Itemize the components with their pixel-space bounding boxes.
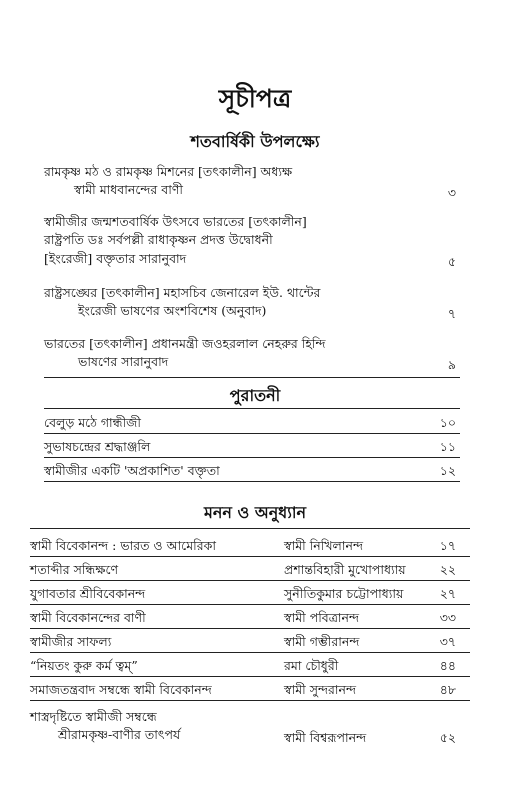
entry-3-page: ৭ (447, 306, 456, 321)
entry-9-author: প্রশান্তবিহারী মুখোপাধ্যায় (284, 562, 406, 577)
entry-5-title: বেলুড় মঠে গান্ধীজী (44, 415, 141, 430)
entry-12-page: ৩৭ (439, 634, 456, 649)
entry-14-author: স্বামী সুন্দরানন্দ (284, 682, 357, 697)
entry-12-title: স্বামীজীর সাফল্য (30, 634, 112, 649)
entry-3-line-1: রাষ্ট্রসঙ্ঘের [তৎকালীন] মহাসচিব জেনারেল ইউ. থান্টের (44, 285, 321, 300)
entry-11-title: স্বামী বিবেকানন্দের বাণী (30, 610, 146, 625)
entry-7-title: স্বামীজীর একটি 'অপ্রকাশিত' বক্তৃতা (44, 463, 220, 478)
entry-15-page: ৫২ (439, 730, 456, 745)
entry-6-page: ১১ (439, 439, 456, 454)
entry-2-line-3: [ইংরেজী] বক্তৃতার সারানুবাদ (44, 251, 187, 266)
divider (30, 700, 470, 701)
entry-13-title: “নিয়তং কুরু কর্ম ত্বম্” (30, 658, 138, 673)
entry-8-page: ১৭ (439, 538, 456, 553)
entry-2-line-2: রাষ্ট্রপতি ডঃ সর্বপল্লী রাধাকৃষ্ণন প্রদত্ত উদ্বোধনী (44, 232, 273, 247)
entry-11-page: ৩৩ (439, 610, 456, 625)
divider (44, 433, 460, 434)
entry-8-title: স্বামী বিবেকানন্দ : ভারত ও আমেরিকা (30, 538, 216, 553)
entry-9-title: শতাব্দীর সন্ধিক্ষণে (30, 562, 119, 577)
entry-8-author: স্বামী নিখিলানন্দ (284, 538, 363, 553)
entry-14-title: সমাজতন্ত্রবাদ সম্বন্ধে স্বামী বিবেকানন্দ (30, 682, 212, 697)
entry-13-author: রমা চৌধুরী (284, 658, 339, 673)
entry-1-line-2: স্বামী মাধবানন্দের বাণী (74, 182, 183, 197)
entry-5-page: ১০ (439, 415, 456, 430)
divider (30, 556, 470, 557)
entry-10-title: যুগাবতার শ্রীবিবেকানন্দ (30, 586, 146, 601)
divider (30, 580, 470, 581)
divider (30, 604, 470, 605)
divider (44, 377, 460, 378)
entry-11-author: স্বামী পবিত্রানন্দ (284, 610, 360, 625)
entry-7-page: ১২ (439, 463, 456, 478)
divider (30, 628, 470, 629)
entry-12-author: স্বামী গম্ভীরানন্দ (284, 634, 360, 649)
entry-6-title: সুভাষচন্দ্রের শ্রদ্ধাঞ্জলি (44, 439, 151, 454)
divider (30, 652, 470, 653)
entry-15-line-2: শ্রীরামকৃষ্ণ-বাণীর তাৎপর্য (58, 727, 181, 742)
entry-2-line-1: স্বামীজীর জন্মশতবার্ষিক উৎসবে ভারতের [তৎকালীন] (44, 214, 307, 229)
entry-14-page: ৪৮ (439, 682, 456, 697)
entry-13-page: ৪৪ (439, 658, 456, 673)
section-heading-centenary: শতবার্ষিকী উপলক্ষ্যে (190, 132, 320, 151)
divider (30, 676, 470, 677)
page-title: সূচীপত্র (218, 84, 292, 113)
entry-3-line-2: ইংরেজী ভাষণের অংশবিশেষ (অনুবাদ) (78, 303, 267, 318)
divider (30, 528, 470, 529)
entry-15-author: স্বামী বিশ্বরূপানন্দ (284, 730, 367, 745)
entry-1-page: ৩ (447, 185, 456, 200)
entry-4-line-2: ভাষণের সারানুবাদ (78, 354, 169, 369)
divider (44, 481, 460, 482)
entry-10-author: সুনীতিকুমার চট্টোপাধ্যায় (284, 586, 404, 601)
entry-4-line-1: ভারতের [তৎকালীন] প্রধানমন্ত্রী জওহরলাল নেহরুর হিন্দি (44, 336, 326, 351)
entry-15-line-1: শাস্ত্রদৃষ্টিতে স্বামীজী সম্বন্ধে (30, 709, 157, 724)
entry-1-line-1: রামকৃষ্ণ মঠ ও রামকৃষ্ণ মিশনের [তৎকালীন] অধ্যক্ষ (44, 164, 293, 179)
section-heading-reflection: মনন ও অনুধ্যান (203, 503, 307, 522)
section-heading-archives: পুরাতনী (229, 386, 281, 405)
divider (44, 408, 460, 409)
entry-10-page: ২৭ (439, 586, 456, 601)
entry-9-page: ২২ (439, 562, 456, 577)
entry-4-page: ৯ (447, 357, 456, 372)
entry-2-page: ৫ (447, 254, 456, 269)
divider (44, 457, 460, 458)
